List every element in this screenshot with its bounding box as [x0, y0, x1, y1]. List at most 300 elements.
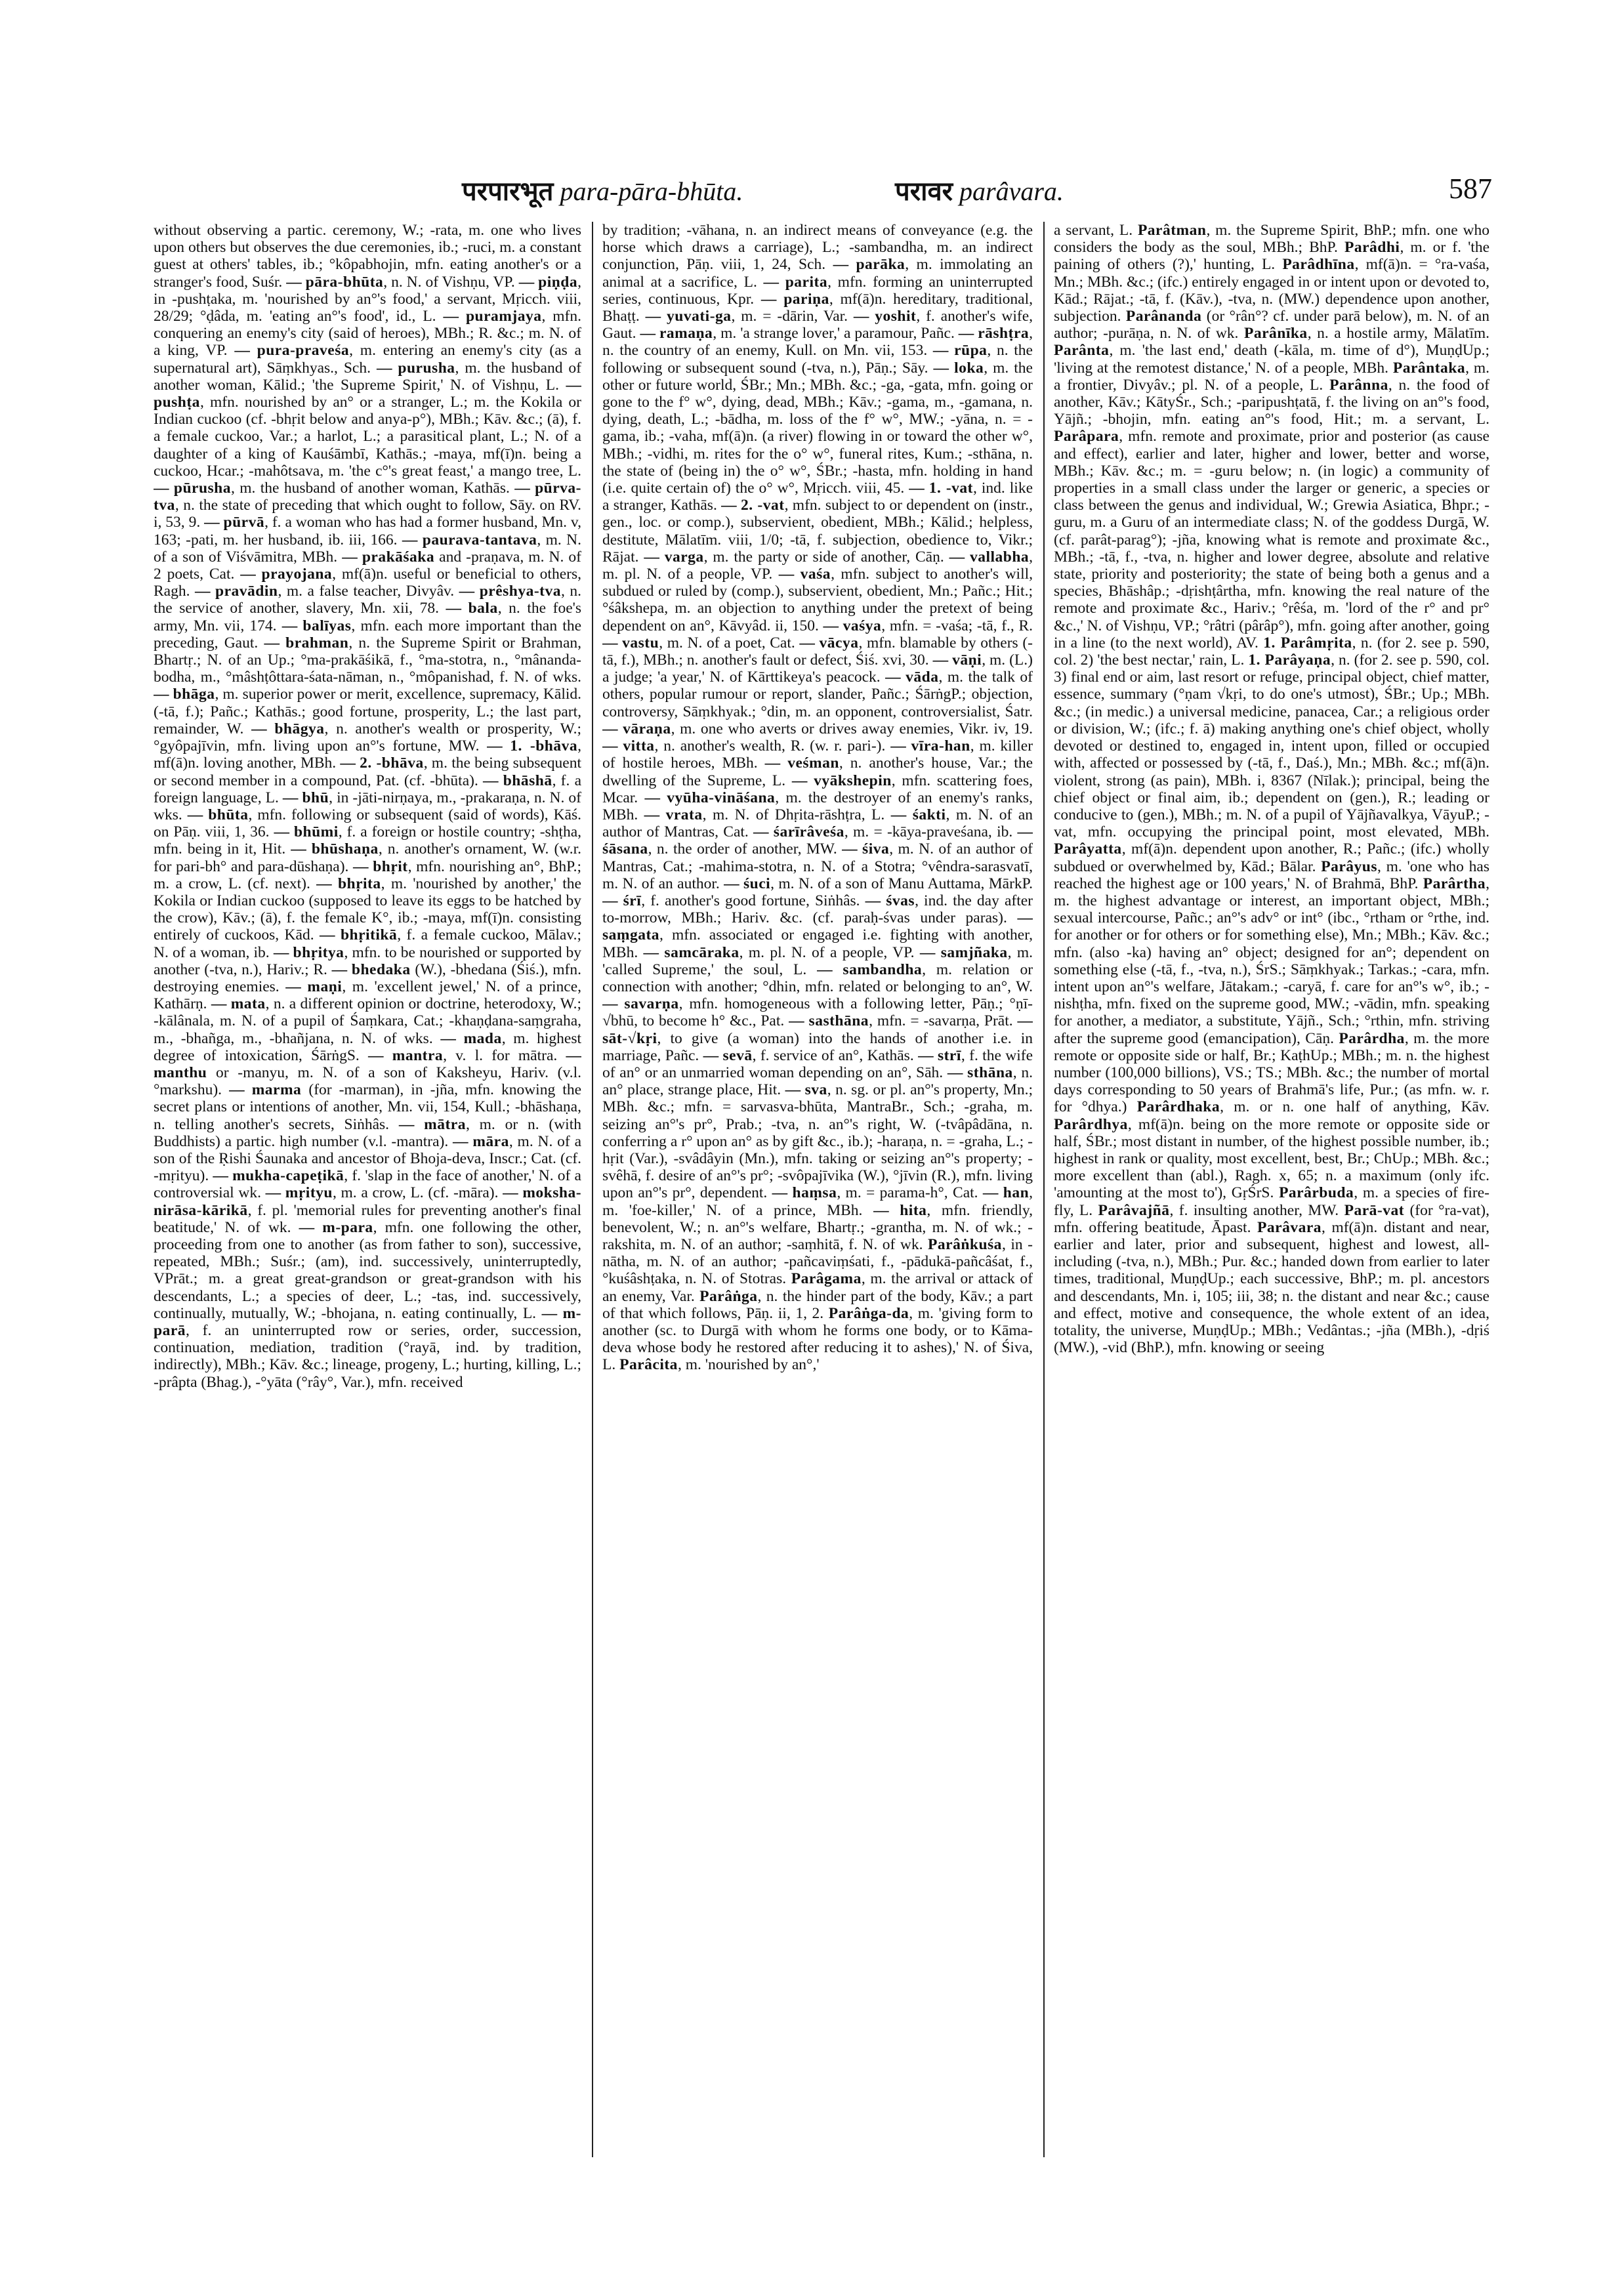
entry-definition: , f. a woman who has had a former husband, Mn. v, 163; -pati, m. her husband, ib. iii, 166. — [154, 514, 581, 548]
entry-definition: , ind. the day after to-morrow, MBh.; Hariv. &c. (cf. paraḥ-śvas under paras). — [602, 892, 1033, 927]
entry-definition: , mf(ā)n. hereditary, traditional, Bhaṭṭ. — [602, 290, 1033, 325]
entry-headword: śrī — [623, 892, 642, 909]
entry-definition: , m. 'giving form to another (sc. to Durgā with whom he forms one body, or to Kāma-deva whose body he restored after reducing it to ashes),' N. of Śiva, L. — [602, 1304, 1033, 1374]
entry-dash: — — [337, 548, 362, 566]
entry-headword: bhū — [302, 789, 329, 806]
dictionary-entry — [784, 1012, 1012, 1029]
entry-headword: m-parā — [154, 1304, 581, 1339]
entry-definition: , mfn. following or subsequent (said of words), Kāś. on Pāṇ. viii, 1, 36. — [154, 806, 581, 841]
entry-headword: māra — [472, 1132, 509, 1150]
entry-dash: — — [258, 634, 286, 651]
dictionary-entry — [1238, 325, 1489, 342]
dictionary-entry — [360, 1047, 557, 1064]
entry-definition: , n. another's wealth, R. (w. r. pari-). — [654, 737, 886, 755]
entry-dash: — — [397, 531, 423, 548]
column-divider — [592, 222, 593, 2157]
entry-headword: Parânanda — [1125, 308, 1202, 325]
entry-dash: — — [314, 926, 341, 944]
entry-definition: , mfn. homogeneous with a following letter, Pāṇ.; °ṇī-√bhū, to become h° &c., Pat. — [602, 995, 1033, 1030]
entry-dash: — — [825, 256, 856, 274]
entry-headword: sasthāna — [808, 1012, 869, 1030]
entry-dash: — — [717, 497, 741, 514]
entry-headword: mukha-capeṭikā — [232, 1167, 344, 1185]
entry-headword: Parârdhya — [1054, 1115, 1128, 1133]
entry-definition: , m. the being subsequent or second member in a compound, Pat. (cf. -bhūta). — [154, 755, 581, 789]
entry-definition: , n. the order of another, MW. — [648, 840, 837, 858]
entry-headword: savarṇa — [624, 995, 679, 1013]
entry-headword: Parâdhi — [1344, 239, 1400, 257]
entry-definition: (or °rân°? cf. under parā below), m. N. of an author; -purāṇa, n. N. of wk. — [1054, 308, 1489, 342]
entry-headword: bhedaka — [351, 961, 411, 978]
entry-dash: — — [227, 342, 257, 360]
entry-definition: , n. the country of an enemy, Kull. on Mn. vii, 153. — [602, 325, 1033, 360]
entry-headword: 2. -bhāva — [360, 755, 424, 772]
entry-dash: — — [754, 290, 784, 308]
entry-definition: , n. another's wealth or prosperity, W.; °gyôpajīvin, mfn. living upon an°'s fortune, MW. — [154, 720, 581, 755]
entry-definition: , n. the Supreme Spirit or Brahman, Bhartṛ.; N. of an Up.; °ma-prakāśikā, f., °ma-stotra, n., °mânanda-bodha, m., °mâshṭôttara-śata-nāman, n., °môpanishad, f. N. of wks. — [154, 634, 581, 686]
dictionary-entry — [699, 1047, 913, 1064]
entry-definition: (for °ra-vat), mfn. offering beatitude, Āpast. — [1054, 1201, 1489, 1236]
entry-headword: manthu — [154, 1064, 207, 1081]
entry-dash: — — [359, 1046, 392, 1064]
entry-headword: hita — [900, 1201, 927, 1219]
entry-definition: , n. the service of another, slavery, Mn. xii, 78. — [154, 583, 581, 617]
entry-dash: — — [636, 325, 659, 342]
entry-definition: , m. a frontier, Divyâv.; pl. N. of a people, L. — [1054, 359, 1489, 394]
entry-headword: prakāśaka — [362, 548, 435, 566]
entry-definition: , mfn. blamable by others (-tā, f.), MBh.; n. another's fault or defect, Śiś. xvi, 30. — [602, 634, 1033, 669]
entry-definition: , f. pl. 'memorial rules for preventing another's final beatitude,' N. of wk. — [154, 1201, 581, 1236]
entry-dash: — — [279, 978, 308, 995]
entry-headword: prayojana — [261, 566, 333, 583]
entry-definition: , f. another's good fortune, Siṅhâs. — [641, 892, 860, 909]
entry-definition: , m. the arrival or attack of an enemy, Var. — [602, 1270, 1033, 1305]
entry-definition: , in -nātha, m. N. of an author; -pañcaviṃśati, f., -pādukā-pañcâśat, f., °kuśâshṭaka, n. N. of Stotras. — [602, 1235, 1033, 1288]
right-guide-roman: parâvara. — [959, 176, 1064, 206]
entry-headword: mata — [230, 995, 266, 1013]
entry-headword: 1. Parâyaṇa — [1248, 651, 1331, 669]
entry-definition: , mfn. remote and proximate, prior and posterior (as cause and effect), earlier and later, higher and lower, better and worse, MBh.; Kāv. &c.; m. = -guru below; n. (in logic) a community of properties in a small class under the larger or generic, a species or class between the genus and individual, W.; Grewia Asiatica, Bhpr.; -guru, m. a Guru of an intermediate class; N. of the goddess Durgā, W. (cf. parât-parag°); -jña, knowing what is remote and proximate &c., MBh.; -tā, f., -tva, n. higher and lower degree, absolute and relative state, priority and posteriority; the state of being both a genus and a species, Bhāshâp.; -dṛishṭârtha, mfn. knowing the real nature of the remote and proximate &c., Hariv.; °rêśa, m. 'lord of the r° and pr° &c.,' N. of Vishṇu, VP.; °râtri (pârâp°), mfn. going after another, going in a line (to the next world), AV. — [1054, 428, 1489, 651]
column-divider — [1043, 222, 1045, 2157]
entry-dash: — — [602, 892, 623, 909]
entry-dash: — — [913, 1046, 938, 1064]
entry-headword: mantra — [392, 1046, 444, 1064]
entry-definition: , mfn. friendly, benevolent, W.; n. an°'s welfare, Bhartṛ.; -grantha, m. N. of wk.; -rakshita, m. N. of an author; -saṃhitā, f. N. of wk. — [602, 1201, 1033, 1253]
entry-dash: — — [943, 1064, 968, 1081]
entry-definition: , m. or n. (with Buddhists) a partic. high number (v.l. -mantra). — [154, 1115, 581, 1150]
entry-definition: , in -pushṭaka, m. 'nourished by an°'s food,' a servant, Mṛicch. viii, 28/29; °ḍâda, m. 'eating an°'s food', id., L. — [154, 273, 581, 325]
entry-definition: , m. N. of a poet, Cat. — [659, 634, 795, 651]
dictionary-entry — [190, 583, 454, 600]
entry-headword: brahman — [285, 634, 349, 651]
entry-headword: vrata — [665, 806, 703, 823]
entry-dash: — — [285, 840, 312, 858]
entry-definition: , mfn. nourished by an° or a stranger, L.; m. the Kokila or Indian cuckoo (cf. -bhṛit below and anya-p°), MBh.; Kāv. &c.; (ā), f. a female cuckoo, Var.; a harlot, L.; a parasitical plant, L.; N. of a daughter of a king of Kauśāmbī, Kathās.; -maya, mf(ī)n. being a cuckoo, Hcar.; -mahôtsava, m. 'the c°'s great feast,' a mango tree, L. — [154, 394, 581, 480]
entry-dash: — — [154, 686, 173, 703]
entry-headword: vīra-han — [911, 737, 970, 755]
dictionary-entry — [261, 1184, 499, 1201]
entry-definition: , m. immolating an animal at a sacrifice, L. — [602, 256, 1033, 291]
entry-definition: , n. the hinder part of the body, Kāv.; a part of that which follows, Pāṇ. ii, 1, 2. — [602, 1287, 1033, 1322]
entry-dash: — — [785, 772, 814, 789]
entry-headword: rūpa — [954, 342, 988, 360]
left-guide-word — [462, 172, 743, 208]
dictionary-entry — [749, 823, 1012, 840]
entry-headword: Parâpara — [1054, 428, 1119, 445]
dictionary-entry — [154, 480, 510, 497]
entry-headword: pura-praveśa — [257, 342, 350, 360]
entry-dash: — — [885, 737, 911, 755]
entry-headword: ramaṇa — [659, 325, 713, 342]
entry-dash: — — [860, 892, 886, 909]
entry-headword: sva — [804, 1081, 827, 1099]
entry-dash: — — [432, 1029, 464, 1047]
entry-definition: , m. the talk of others, popular rumour or report, slander, Pañc.; ŚārṅgP.; objection, controversy, Sāṃkhyak.; °din, m. an opponent, controversialist, Śatr. — [602, 669, 1033, 720]
entry-dash: — — [602, 737, 623, 755]
entry-headword: Parârbuda — [1279, 1184, 1354, 1202]
entry-headword: mada — [463, 1029, 502, 1047]
entry-headword: 2. -vat — [740, 497, 785, 514]
dictionary-entry — [819, 617, 1033, 634]
entry-headword: prêshya-tva — [479, 583, 561, 600]
entry-headword: sāt-√kṛi — [602, 1029, 657, 1047]
entry-dash: — — [602, 995, 625, 1013]
dictionary-entry — [1054, 875, 1489, 1047]
entry-dash: — — [885, 806, 913, 823]
entry-headword: moksha-nirāsa-kārikā — [154, 1184, 581, 1219]
entry-headword: śuci — [743, 875, 771, 892]
entry-definition: , m. killer of hostile heroes, MBh. — [602, 737, 1033, 772]
entry-definition: (W.), -bhedana (Śiś.), mfn. destroying enemies. — [154, 961, 581, 995]
entry-headword: Parâgama — [791, 1270, 862, 1288]
dictionary-entry — [720, 875, 1033, 892]
entry-dash: — — [904, 480, 929, 497]
entry-definition: , m. 'nourished by an°,' — [677, 1356, 820, 1374]
entry-definition: , n. a different opinion or doctrine, heterodoxy, W.; -kālânala, m. N. of a pupil of Śaṃkara, Cat.; -khaṇḍana-saṃgraha, m., -bhañga, m., -bhañjana, n. N. of wks. — [154, 995, 581, 1047]
entry-headword: mātra — [424, 1115, 466, 1133]
entry-headword: Parâṅga-da — [828, 1304, 909, 1322]
entry-definition: , m. the husband of another woman, Kathās. — [230, 480, 510, 497]
entry-definition: , m. highest degree of intoxication, ŚārṅgS. — [154, 1029, 581, 1064]
entry-dash: — — [914, 943, 941, 961]
left-guide-roman: para-pāra-bhūta. — [560, 176, 743, 206]
dictionary-entry — [1054, 651, 1489, 840]
entry-dash: — — [454, 583, 480, 600]
entry-dash: — — [772, 566, 801, 583]
entry-headword: piṇḍa — [538, 273, 578, 291]
entry-definition: by tradition; -vāhana, n. an indirect means of conveyance (e.g. the horse which draws a carriage), L.; -sambandha, m. an indirect conjunction, Pāṇ. viii, 1, 24, Sch. — [602, 222, 1033, 274]
entry-definition: , mfn. scattering foes, Mcar. — [602, 772, 1033, 806]
entry-headword: vastu — [622, 634, 659, 651]
right-guide-word — [895, 172, 1064, 208]
entry-dash: — — [806, 961, 843, 978]
entry-headword: 1. -vat — [928, 480, 973, 497]
entry-definition: , n. the state of preceding that which ought to follow, Sāy. on RV. i, 53, 9. — [154, 497, 581, 531]
entry-headword: pravādin — [215, 583, 278, 600]
entry-definition: , m. the more remote or opposite side or half, Br.; KaṭhUp.; MBh.; m. n. the highest number (100,000 billions), VS.; TS.; MBh. &c.; the number of mortal days corresponding to 50 years of Brahmā's life, Pur.; (as mfn. w. r. for °dhya.) — [1054, 1029, 1489, 1116]
entry-dash: — — [154, 480, 174, 497]
entry-dash: — — [282, 273, 306, 291]
entry-headword: vyākshepin — [814, 772, 892, 789]
entry-definition: , m. or n. one half of anything, Kāv. — [1220, 1098, 1489, 1116]
entry-headword: bhāga — [173, 686, 215, 703]
entry-definition: or -manyu, m. N. of a son of Kaksheyu, Hariv. (v.l. °markshu). — [154, 1064, 581, 1099]
entry-dash: — — [448, 1132, 473, 1150]
entry-headword: mṛityu — [285, 1184, 333, 1202]
page-number: 587 — [1449, 173, 1492, 205]
dictionary-entry — [1093, 1202, 1339, 1219]
entry-headword: vācya — [819, 634, 859, 651]
entry-headword: 1. Parâmṛita — [1263, 634, 1352, 651]
entry-dash: — — [927, 342, 955, 360]
entry-dash: — — [1012, 823, 1033, 841]
entry-headword: haṃsa — [792, 1184, 837, 1202]
entry-definition: , m. N. of an author of Mantras, Cat.; -mahima-stotra, n. N. of a Stotra; °vêndra-sarasvatī, m. N. of an author. — [602, 840, 1033, 892]
entry-dash: — — [269, 943, 293, 961]
entry-definition: , mfn. subject to or dependent on (instr., gen., loc. or comp.), subservient, obedient, MBh.; Kālid.; helpless, destitute, Mālatīm. viii, 1/0; -tā, f. subjection, obedience to, Vikr.; Rājat. — [602, 497, 1033, 566]
entry-headword: maṇi — [307, 978, 343, 995]
entry-dash: — — [243, 720, 275, 737]
entry-definition: , mfn. each more important than the preceding, Gaut. — [154, 617, 581, 651]
entry-headword: bhūmi — [293, 823, 339, 841]
entry-dash: — — [639, 308, 667, 325]
right-guide-devanagari: परावर — [895, 176, 953, 206]
entry-dash: — — [310, 875, 338, 892]
entry-headword: śāsana — [602, 840, 648, 858]
entry-definition: , m. the highest advantage or interest, an important object, MBh.; sexual intercourse, Pañc.; an°'s adv° or int° (ibc., °rtham or °rthe, ind. for another or for others or for something else), Mn.; MBh.; Kāv. &c.; mfn. (also -ka) having an° object; designed for an°; dependent on something else (-tā, f., -tva, n.), ŚrS.; Sāṃkhyak.; Tarkas.; -cara, mfn. intent upon an°'s welfare, Jātakam.; -caryā, f. care for an°'s w°, ib.; -nishṭha, mfn. fixed on the supreme good, MW.; -vādin, mfn. speaking for another, a mediator, a substitute, Yājñ., Sch.; °rthin, mfn. striving after the supreme good (emancipation), Cāṇ. — [1054, 875, 1489, 1047]
entry-definition: , m. a species of fire-fly, L. — [1054, 1184, 1489, 1219]
entry-definition: , m. the party or side of another, Cāṇ. — [703, 548, 944, 566]
entry-headword: pūrva-tva — [154, 480, 581, 514]
left-guide-devanagari: परपारभूत — [462, 176, 554, 206]
column-3 — [1054, 222, 1489, 2164]
entry-headword: Parā-vat — [1344, 1201, 1405, 1219]
entry-headword: bala — [468, 600, 498, 617]
entry-definition: , m. superior power or merit, excellence, supremacy, Kālid. (-tā, f.); Pañc.; Kathās.; good fortune, prosperity, L.; the last part, remainder, W. — [154, 686, 581, 737]
entry-dash: — — [848, 308, 875, 325]
entry-definition: , n. the foe's army, Mn. vii, 174. — [154, 600, 581, 634]
entry-definition: , m. N. of a son of Manu Auttama, MārkP. — [770, 875, 1033, 892]
entry-definition: , n. N. of Vishṇu, VP. — [383, 273, 515, 291]
entry-headword: han — [1003, 1184, 1030, 1202]
entry-dash: — — [479, 737, 510, 755]
entry-definition: (for -marman), in -jña, mfn. knowing the secret plans or intentions of another, Mn. vii, 154, Kull.; -bhāshaṇa, n. telling another's secrets, Siṅhâs. — [154, 1081, 581, 1133]
entry-headword: pūrvā — [223, 514, 265, 531]
dictionary-entry — [640, 308, 848, 325]
entry-dash: — — [200, 514, 224, 531]
entry-headword: pūrusha — [173, 480, 231, 497]
entry-dash: — — [638, 806, 666, 823]
column-2 — [602, 222, 1033, 2164]
entry-headword: sambandha — [843, 961, 923, 978]
dictionary-entry — [638, 944, 914, 961]
entry-headword: Parâṅga — [699, 1287, 758, 1305]
entry-definition: , mf(ā)n. dependent upon another, R.; Pañc.; (ifc.) wholly subdued or overwhelmed by, Kād.; Bālar. — [1054, 840, 1489, 875]
entry-definition: , m. pl. N. of a people, VP. — [602, 548, 1033, 583]
entry-headword: bhṛita — [337, 875, 381, 892]
dictionary-entry — [1054, 1219, 1489, 1356]
entry-dash: — — [278, 789, 302, 806]
entry-headword: śakti — [912, 806, 946, 823]
entry-dash: — — [234, 566, 262, 583]
entry-definition: , m. N. of an author of Mantras, Cat. — [602, 806, 1033, 841]
entry-headword: śvas — [886, 892, 915, 909]
entry-definition: , m. entering an enemy's city (as a supernatural art), Sāṃkhyas., Sch. — [154, 342, 581, 377]
entry-headword: samcāraka — [664, 943, 739, 961]
entry-headword: sevā — [722, 1046, 753, 1064]
entry-dash: — — [928, 359, 955, 377]
entry-dash: — — [781, 1081, 805, 1099]
entry-headword: purusha — [398, 359, 455, 377]
entry-definition: , m. = parama-h°, Cat. — [837, 1184, 978, 1202]
entry-definition: , n. (for 2. see p. 590, col. 3) final end or aim, last resort or refuge, principal object, chief matter, essence, summary (°ṇam √kṛi, to do one's utmost), ŚBr.; Up.; MBh. &c.; (in medic.) a universal medicine, panacea, Car.; a religious order or division, W.; (ifc.; f. ā) making anything one's chief object, wholly devoted or destined to, engaged in, intent upon, filled or occupied with, affected or possessed by (-tā, f., Daś.), Mn.; MBh. &c.; mf(ā)n. violent, strong (as pain), MBh. i, 8367 (Nīlak.); principal, being the chief object or final aim, ib.; dependent on (gen.), R.; leading or conducive to (gen.), MBh.; m. N. of a pupil of Yājñavalkya, VāyuP.; -vat, mfn. occupying the principal point, most elevated, MBh. — [1054, 651, 1489, 841]
entry-definition: , mf(ā)n. loving another, MBh. — [154, 737, 581, 772]
entry-headword: parāka — [856, 256, 906, 274]
entry-dash: — — [269, 823, 294, 841]
entry-definition: , m. = -kāya-praveśana, ib. — [844, 823, 1013, 841]
entry-definition: , mfn. = -savarṇa, Prāt. — [869, 1012, 1013, 1030]
entry-definition: , f. an uninterrupted row or series, order, succession, continuation, mediation, tradition (°rayā, ind. by tradition, indirectly), MBh.; Kāv. &c.; lineage, progeny, L.; hurting, killing, L.; -prâpta (Bhag.), -°yāta (°rây°, Var.), mfn. received — [154, 1322, 581, 1391]
entry-dash: — — [757, 273, 785, 291]
entry-headword: puramjaya — [465, 308, 542, 325]
entry-definition: , n. a hostile army, Mālatīm. — [1307, 325, 1489, 342]
dictionary-entry — [1054, 222, 1133, 239]
entry-dash: — — [509, 480, 535, 497]
entry-headword: vāda — [906, 669, 939, 686]
entry-headword: Parânna — [1329, 376, 1388, 394]
entry-definition: without observing a partic. ceremony, W.; -rata, m. one who lives upon others but observes the due ceremonies, ib.; -ruci, m. a constant guest at others' tables, ib.; °kôpabhojin, mfn. eating another's or a stranger's food, Suśr. — [154, 222, 581, 291]
entry-definition: , n. (for 2. see p. 590, col. 2) 'the best nectar,' rain, L. — [1054, 634, 1489, 669]
entry-dash: — — [1007, 909, 1033, 927]
entry-dash: — — [222, 1081, 252, 1099]
dictionary-entry — [767, 1184, 978, 1201]
entry-definition: , m. = -dārin, Var. — [731, 308, 848, 325]
entry-definition: , m. 'one who has reached the highest age or 100 years,' N. of Brahmā, BhP. — [1054, 858, 1489, 892]
entry-definition: , mfn. forming an uninterrupted series, continuous, Kpr. — [602, 273, 1033, 308]
entry-dash: — — [260, 1184, 285, 1202]
entry-dash: — — [602, 634, 623, 651]
dictionary-entry — [602, 634, 795, 651]
entry-definition: , ind. like a stranger, Kathās. — [602, 480, 1033, 514]
entry-headword: saṃgata — [602, 926, 660, 944]
entry-headword: Parâdhīna — [1282, 256, 1355, 274]
entry-dash: — — [954, 325, 978, 342]
entry-headword: bhṛitikā — [340, 926, 398, 944]
entry-definition: , f. service of an°, Kathās. — [752, 1046, 914, 1064]
entry-definition: , to give (a woman) into the hands of another i.e. in marriage, Pañc. — [602, 1029, 1033, 1064]
entry-definition: , m. a false teacher, Divyâv. — [278, 583, 455, 600]
entry-dash: — — [514, 273, 539, 291]
entry-dash: — — [276, 617, 303, 634]
entry-definition: , m. N. of a son of the Ṛishi Śaunaka and ancestor of Bhoja-deva, Inscr.; Cat. (cf. -mṛityu). — [154, 1132, 581, 1185]
entry-definition: , in -jāti-nirṇaya, m., -prakaraṇa, n. N. of wks. — [154, 789, 581, 823]
entry-headword: veśman — [787, 755, 839, 772]
entry-headword: Parârdhaka — [1136, 1098, 1220, 1116]
entry-headword: vallabha — [969, 548, 1030, 566]
entry-definition: , m. 'foe-killer,' N. of a prince, MBh. — [602, 1184, 1033, 1219]
entry-dash: — — [638, 943, 665, 961]
entry-dash: — — [638, 789, 667, 806]
entry-headword: śiva — [862, 840, 890, 858]
entry-definition: , mfn. associated or engaged i.e. fighting with another, MBh. — [602, 926, 1033, 961]
entry-definition: , m. 'nourished by another,' the Kokila or Indian cuckoo (supposed to leave its eggs to be hatched by the crow), Kāv.; (ā), f. the female K°, ib.; -maya, mf(ī)n. consisting entirely of cuckoos, Kād. — [154, 875, 581, 944]
entry-headword: Parânta — [1054, 342, 1110, 360]
entry-dash: — — [478, 772, 503, 789]
entry-dash: — — [928, 651, 953, 669]
entry-headword: loka — [954, 359, 984, 377]
entry-dash: — — [438, 600, 468, 617]
entry-headword: marma — [251, 1081, 302, 1099]
entry-dash: — — [389, 1115, 425, 1133]
entry-dash: — — [978, 1184, 1003, 1202]
entry-dash: — — [327, 961, 352, 978]
entry-headword: Parâcita — [619, 1356, 678, 1374]
entry-definition: , m. one who averts or drives away enemies, Vikr. iv, 19. — [671, 720, 1033, 737]
entry-dash: — — [748, 823, 774, 841]
entry-dash: — — [880, 669, 906, 686]
entry-dash: — — [336, 755, 360, 772]
entry-dash: — — [767, 1184, 793, 1202]
entry-headword: Parâyus — [1321, 858, 1377, 875]
entry-definition: , mf(ā)n. distant and near, earlier and later, prior and subsequent, highest and lowest, all-including (-tva, n.), MBh.; Pur. &c.; handed down from earlier to later times, traditional, MuṇḍUp.; each successive, BhP.; m. pl. ancestors and descendants, Mn. i, 105; iii, 38; n. the distant and near &c.; cause and effect, motive and consequence, the whole extent of an idea, totality, the universe, MuṇḍUp.; MBh.; Vedântas.; -jña (MBh.), -dṛiś (MW.), -vid (BhP.), mfn. knowing or seeing — [1054, 1218, 1489, 1357]
entry-definition: , m. N. of a son of Viśvāmitra, MBh. — [154, 531, 581, 566]
entry-definition: , mfn. subject to another's will, subdued or ruled by (comp.), subservient, obedient, Mn.; Pañc.; Hit.; °śâkshepa, m. an objection to anything under the pretext of being dependent on an°, Kāvyâd. ii, 150. — [602, 566, 1033, 634]
dictionary-entry — [602, 360, 1033, 497]
entry-definition: , f. a foreign language, L. — [154, 772, 581, 806]
entry-definition: , m. pl. N. of a people, VP. — [739, 943, 915, 961]
dictionary-entry — [602, 737, 885, 755]
entry-dash: — — [1012, 1012, 1033, 1030]
dictionary-entry — [636, 325, 955, 342]
entry-headword: śarīrâveśa — [773, 823, 844, 841]
dictionary-entry — [638, 548, 944, 566]
entry-headword: bhṛitya — [293, 943, 344, 961]
entry-headword: balīyas — [302, 617, 352, 634]
entry-headword: samjñaka — [940, 943, 1008, 961]
entry-definition: , mfn. one following the other, proceeding from one to another (as from father to son), successive, repeated, MBh.; Suśr.; (am), ind. successively, uninterruptedly, VPrāt.; m. a great great-grandson or great-grandson with his descendants, L.; a species of deer, L.; -tas, ind. successively, continually, mutually, W.; -bhojana, n. eating continually, L. — [154, 1218, 581, 1322]
entry-headword: vyūha-vināśana — [667, 789, 776, 806]
entry-headword: bhūta — [208, 806, 249, 823]
entry-definition: , n. an° place, strange place, Hit. — [602, 1064, 1033, 1099]
entry-headword: rāshṭra — [978, 325, 1030, 342]
entry-dash: — — [795, 634, 820, 651]
entry-definition: , m. the Supreme Spirit, BhP.; mfn. one who considers the body as the soul, MBh.; BhP. — [1054, 222, 1489, 257]
entry-dash: — — [719, 875, 743, 892]
entry-definition: , m. the destroyer of an enemy's ranks, MBh. — [602, 789, 1033, 823]
entry-headword: vāṇi — [952, 651, 982, 669]
entry-headword: bhṛit — [373, 858, 408, 875]
entry-definition: , m. the husband of another woman, Kālid.; 'the Supreme Spirit,' N. of Vishṇu, L. — [154, 359, 581, 394]
dictionary-entry — [602, 1081, 1033, 1201]
entry-definition: , mfn. conquering an enemy's city (said of heroes), MBh.; R. &c.; m. N. of a king, VP. — [154, 308, 581, 360]
entry-headword: pariṇa — [783, 290, 829, 308]
entry-headword: Parârdha — [1339, 1029, 1405, 1047]
entry-dash: — — [757, 755, 788, 772]
entry-definition: , m. (L.) a judge; 'a year,' N. of Kārttikeya's peacock. — [602, 651, 1033, 686]
entry-definition: , m. 'a strange lover,' a paramour, Pañc. — [713, 325, 955, 342]
entry-dash: — — [536, 1304, 563, 1322]
dictionary-entry — [638, 806, 885, 823]
entry-headword: parita — [785, 273, 828, 291]
entry-dash: — — [837, 840, 863, 858]
entry-definition: , f. 'slap in the face of another,' N. of a controversial wk. — [154, 1167, 581, 1202]
entry-dash: — — [209, 1167, 233, 1185]
entry-definition: , f. insulting another, MW. — [1169, 1201, 1339, 1219]
entry-headword: Parâyatta — [1054, 840, 1122, 858]
entry-definition: , m. 'excellent jewel,' N. of a prince, Kathārṇ. — [154, 978, 581, 1013]
dictionary-entry — [602, 892, 860, 909]
entry-headword: yuvati-ga — [667, 308, 732, 325]
